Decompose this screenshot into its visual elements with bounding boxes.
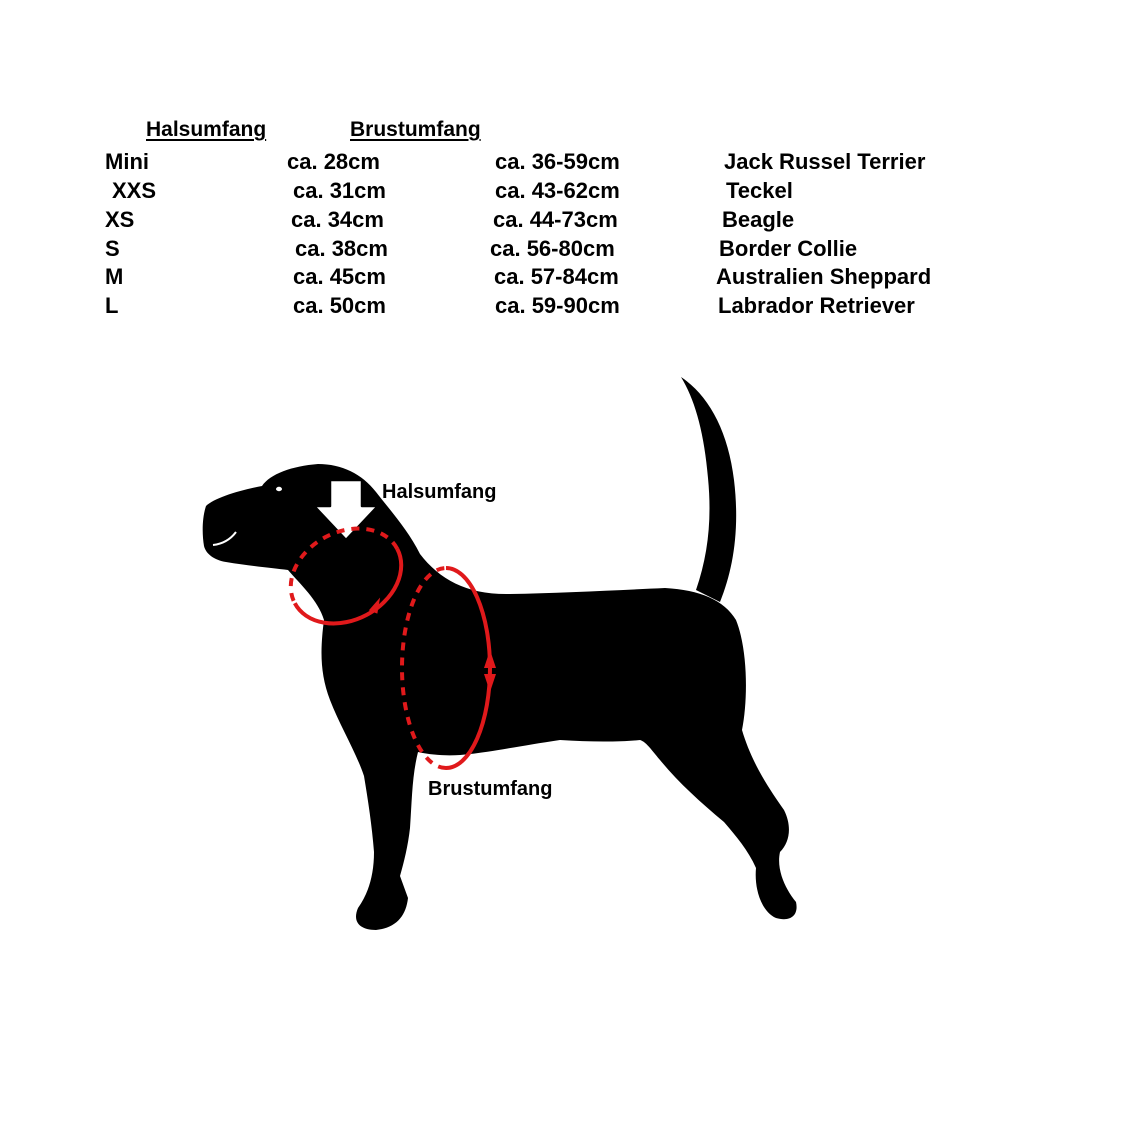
row-breed: Labrador Retriever [718, 293, 915, 318]
row-size: XS [105, 207, 135, 232]
row-breed: Teckel [726, 178, 793, 203]
row-size: S [105, 236, 120, 261]
row-chest: ca. 56-80cm [490, 236, 615, 261]
row-neck: ca. 45cm [293, 264, 386, 289]
row-chest: ca. 43-62cm [495, 178, 620, 203]
row-size: XXS [112, 178, 157, 203]
header-neck: Halsumfang [146, 118, 267, 141]
row-size: L [105, 293, 119, 318]
row-neck: ca. 34cm [291, 207, 384, 232]
row-breed: Jack Russel Terrier [724, 149, 926, 174]
dog-tail [681, 377, 736, 602]
dog-eye [276, 487, 282, 491]
neck-label: Halsumfang [382, 481, 497, 503]
row-chest: ca. 36-59cm [495, 149, 620, 174]
header-chest: Brustumfang [350, 118, 481, 141]
row-chest: ca. 57-84cm [494, 264, 619, 289]
row-neck: ca. 31cm [293, 178, 386, 203]
row-breed: Border Collie [719, 236, 858, 261]
row-neck: ca. 28cm [287, 149, 380, 174]
row-neck: ca. 50cm [293, 293, 386, 318]
row-neck: ca. 38cm [295, 236, 388, 261]
row-size: Mini [105, 149, 149, 174]
row-chest: ca. 44-73cm [493, 207, 618, 232]
dog-silhouette [203, 464, 797, 930]
chest-label: Brustumfang [428, 778, 553, 800]
row-size: M [105, 264, 124, 289]
row-chest: ca. 59-90cm [495, 293, 620, 318]
row-breed: Beagle [722, 207, 795, 232]
row-breed: Australien Sheppard [716, 264, 932, 289]
